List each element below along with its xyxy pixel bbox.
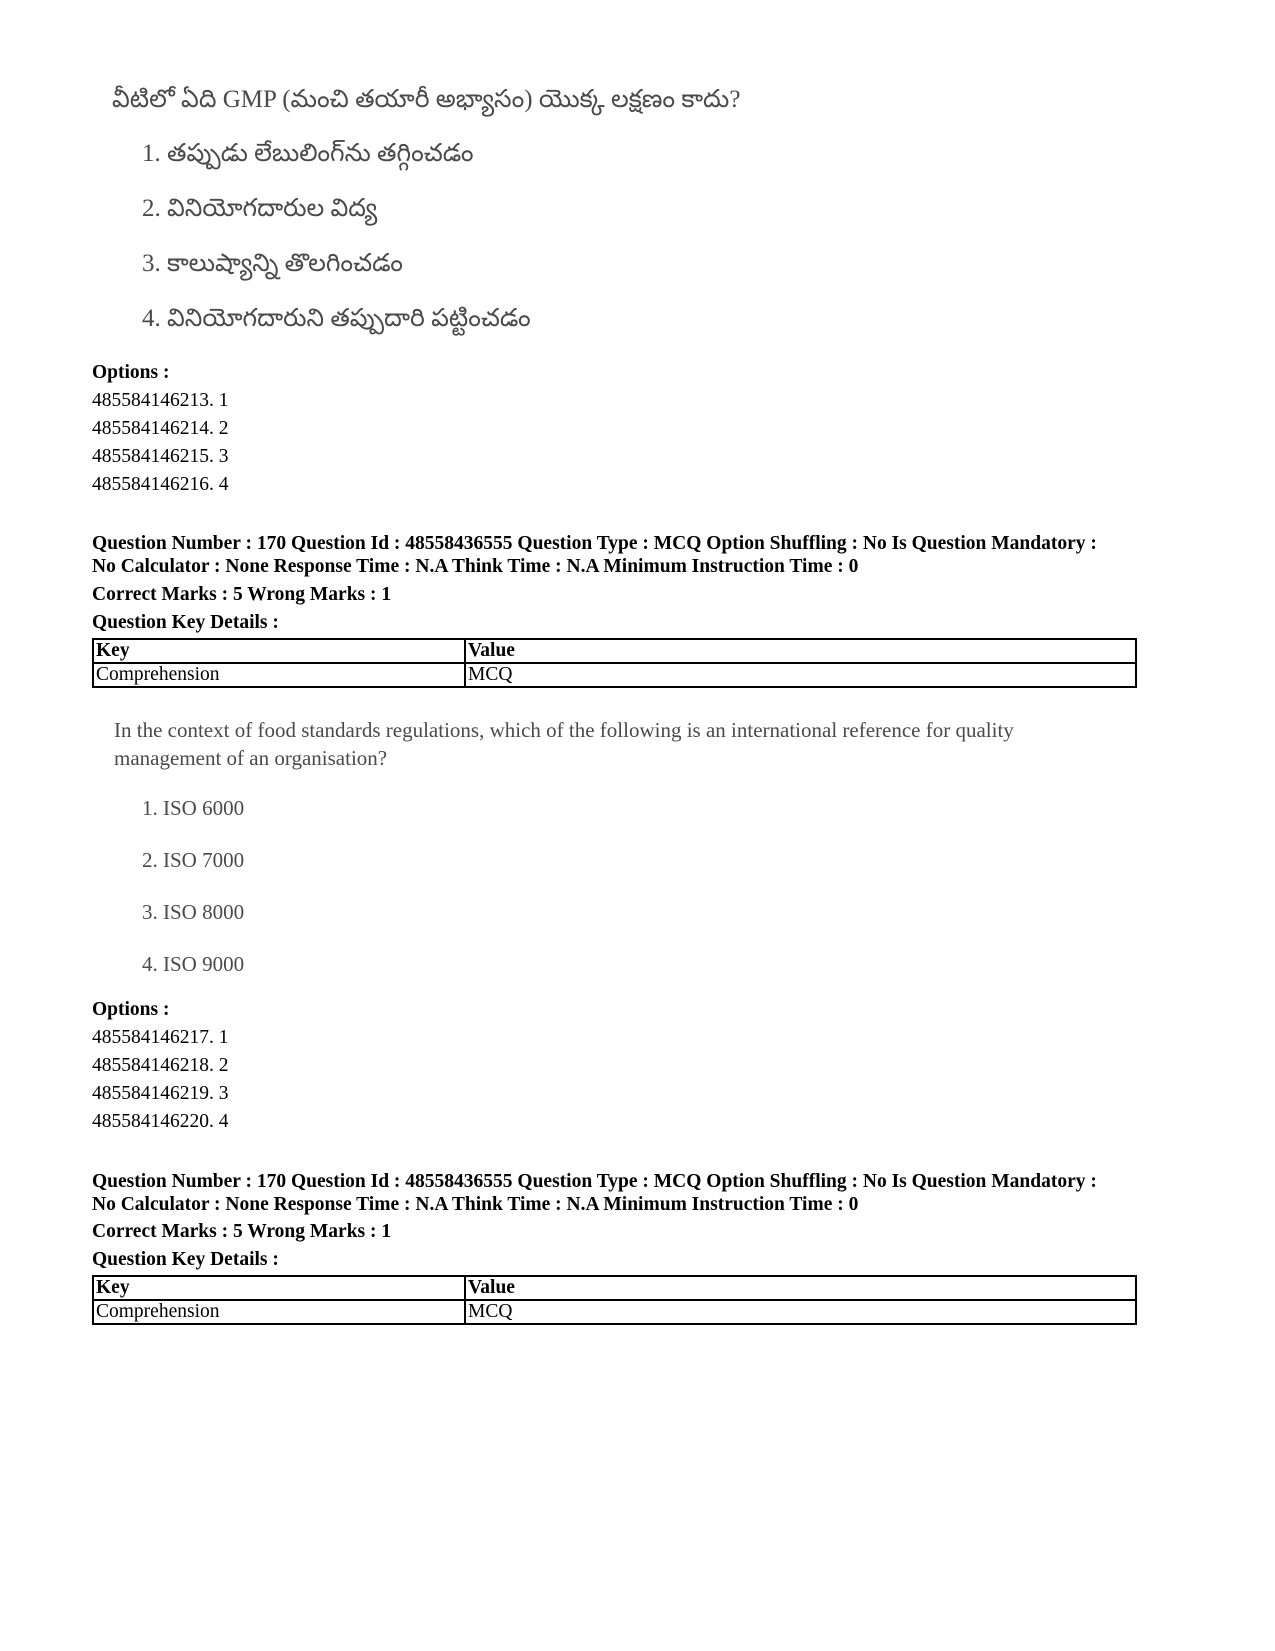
question-meta-line-2: No Calculator : None Response Time : N.A Think Time : N.A Minimum Instruction Time : 0 bbox=[92, 1194, 859, 1215]
question-option: 3. ISO 8000 bbox=[142, 900, 245, 924]
question-image-english bbox=[114, 716, 1124, 986]
key-details-table bbox=[92, 1275, 1137, 1325]
table-header-row bbox=[93, 639, 1136, 663]
table-header-row bbox=[93, 1276, 1136, 1300]
options-list bbox=[92, 387, 229, 499]
table-cell-value: MCQ bbox=[465, 663, 1136, 687]
table-header-key: Key bbox=[93, 639, 465, 663]
option-item: 485584146215. 3 bbox=[92, 446, 229, 467]
key-details-label: Question Key Details : bbox=[92, 1249, 279, 1270]
question-option: 4. వినియోగదారుని తప్పుదారి పట్టించడం bbox=[142, 305, 531, 332]
question-meta-line-2: No Calculator : None Response Time : N.A Think Time : N.A Minimum Instruction Time : 0 bbox=[92, 556, 859, 577]
question-meta-line-1: Question Number : 170 Question Id : 48558436555 Question Type : MCQ Option Shuffling : No Is Question Mandatory : bbox=[92, 533, 1097, 554]
question-stem: వీటిలో ఏది GMP (మంచి తయారీ అభ్యాసం) యొక్క లక్షణం కాదు? bbox=[112, 86, 741, 113]
marks-line: Correct Marks : 5 Wrong Marks : 1 bbox=[92, 584, 392, 605]
key-details-label: Question Key Details : bbox=[92, 612, 279, 633]
option-item: 485584146218. 2 bbox=[92, 1055, 229, 1076]
table-row bbox=[93, 1300, 1136, 1324]
question-option: 3. కాలుష్యాన్ని తొలగించడం bbox=[142, 250, 403, 277]
options-list bbox=[92, 1024, 229, 1136]
options-label: Options : bbox=[92, 362, 170, 383]
question-option: 2. ISO 7000 bbox=[142, 848, 245, 872]
option-item: 485584146214. 2 bbox=[92, 418, 229, 439]
option-item: 485584146220. 4 bbox=[92, 1111, 229, 1132]
table-cell-value: MCQ bbox=[465, 1300, 1136, 1324]
key-details-table bbox=[92, 638, 1137, 688]
table-row bbox=[93, 663, 1136, 687]
table-header-value: Value bbox=[465, 639, 1136, 663]
question-meta-line-1: Question Number : 170 Question Id : 48558436555 Question Type : MCQ Option Shuffling : No Is Question Mandatory : bbox=[92, 1171, 1097, 1192]
option-item: 485584146216. 4 bbox=[92, 474, 229, 495]
table-cell-key: Comprehension bbox=[93, 1300, 465, 1324]
option-item: 485584146219. 3 bbox=[92, 1083, 229, 1104]
table-header-value: Value bbox=[465, 1276, 1136, 1300]
options-label: Options : bbox=[92, 999, 170, 1020]
question-option: 4. ISO 9000 bbox=[142, 952, 245, 976]
question-option: 2. వినియోగదారుల విద్య bbox=[142, 195, 378, 222]
marks-line: Correct Marks : 5 Wrong Marks : 1 bbox=[92, 1221, 392, 1242]
option-item: 485584146213. 1 bbox=[92, 390, 229, 411]
table-header-key: Key bbox=[93, 1276, 465, 1300]
option-item: 485584146217. 1 bbox=[92, 1027, 229, 1048]
question-stem: In the context of food standards regulations, which of the following is an international reference for quality management of an organisation? bbox=[114, 718, 1014, 770]
question-option: 1. తప్పుడు లేబులింగ్‌ను తగ్గించడం bbox=[142, 140, 474, 167]
question-image-telugu bbox=[112, 84, 812, 354]
question-option: 1. ISO 6000 bbox=[142, 796, 245, 820]
table-cell-key: Comprehension bbox=[93, 663, 465, 687]
